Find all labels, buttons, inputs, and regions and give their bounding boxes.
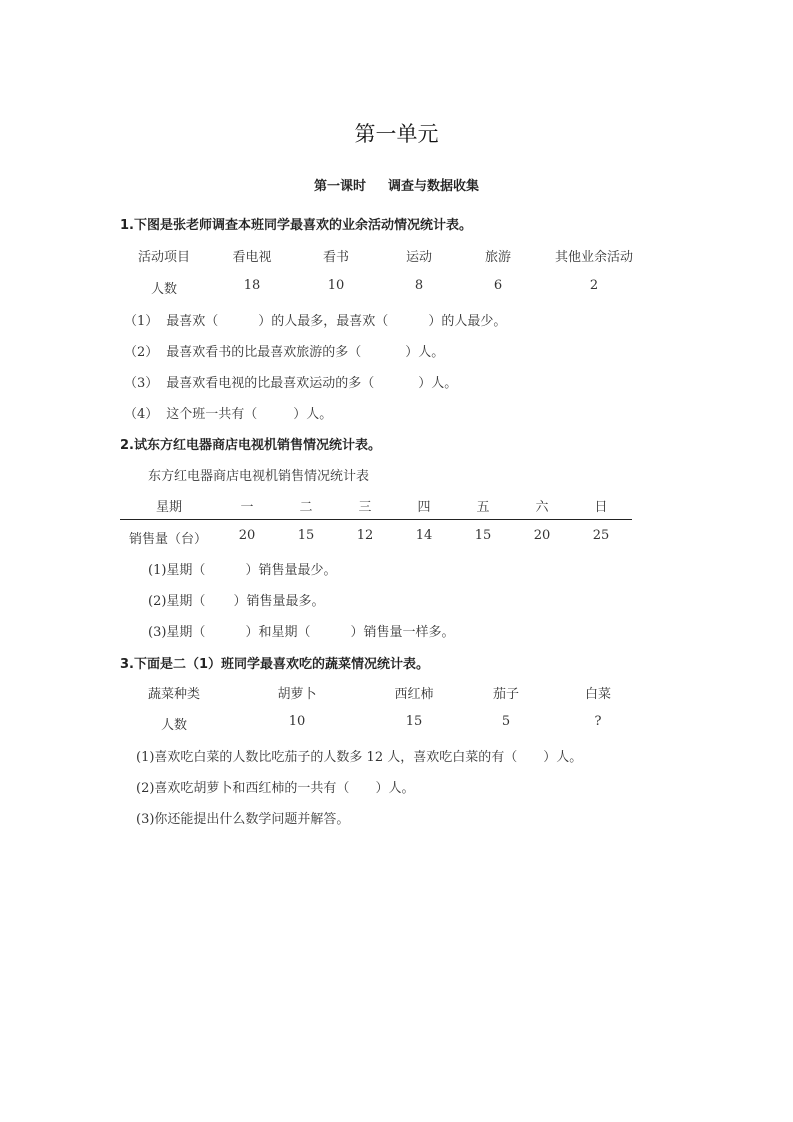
item-number: (1) <box>148 563 167 578</box>
q1-row-cell: 18 <box>243 278 261 293</box>
item-text: 你还能提出什么数学问题并解答。 <box>154 812 350 827</box>
q2-item-2 <box>148 590 324 609</box>
q1-row-cell: 10 <box>327 278 345 293</box>
q1-header-cell: 活动项目 <box>137 250 191 265</box>
q3-item-2 <box>136 777 414 796</box>
q3-heading: 3.下面是二（1）班同学最喜欢吃的蔬菜情况统计表。 <box>120 657 430 672</box>
q2-header-cell: 五 <box>476 500 490 515</box>
q1-row-cell: 8 <box>414 278 424 293</box>
q2-header-cell: 三 <box>358 500 372 515</box>
q2-header-cell: 星期 <box>155 500 183 515</box>
lesson-topic: 调查与数据收集 <box>388 179 480 194</box>
q1-row-cell: 6 <box>493 278 503 293</box>
q1-heading: 1.下图是张老师调查本班同学最喜欢的业余活动情况统计表。 <box>120 218 472 233</box>
item-text: 这个班一共有（ <box>166 407 258 422</box>
item-text: 最喜欢看电视的比最喜欢运动的多（ <box>166 376 375 391</box>
item-text: 喜欢吃白菜的人数比吃茄子的人数多 12 人，喜欢吃白菜的有（ <box>154 750 518 765</box>
item-text: ）的人最多，最喜欢（ <box>258 314 389 329</box>
q1-header-cell: 看书 <box>322 250 350 265</box>
q1-header-cell: 运动 <box>405 250 433 265</box>
q2-row-cell: 25 <box>592 528 610 543</box>
q2-row-cell: 20 <box>238 528 256 543</box>
q1-header-cell: 其他业余活动 <box>554 250 634 265</box>
q3-header-cell: 蔬菜种类 <box>147 687 201 702</box>
q1-header-cell: 旅游 <box>484 250 512 265</box>
q2-row-cell: 15 <box>297 528 315 543</box>
item-number: （4） <box>124 407 159 422</box>
page-title: 第一单元 <box>354 122 439 146</box>
q2-row-cell: 15 <box>474 528 492 543</box>
q2-header-cell: 四 <box>417 500 431 515</box>
q2-row-cell: 20 <box>533 528 551 543</box>
item-text: ）和星期（ <box>245 625 311 640</box>
item-number: （2） <box>124 345 159 360</box>
q1-row-cell: 2 <box>589 278 599 293</box>
q2-row-cell: 14 <box>415 528 433 543</box>
q2-table-caption: 东方红电器商店电视机销售情况统计表 <box>148 469 370 484</box>
q3-item-1 <box>136 746 582 765</box>
item-text: 星期（ <box>166 563 206 578</box>
q3-row-cell: 5 <box>501 714 511 729</box>
q3-row-cell: ? <box>594 714 602 729</box>
item-text: ）销售量最少。 <box>245 563 337 578</box>
item-text: ）人。 <box>543 750 583 765</box>
q1-header-cell: 看电视 <box>232 250 272 265</box>
item-number: (2) <box>136 781 155 796</box>
q2-row-cell: 销售量（台） <box>128 532 208 547</box>
q3-header-cell: 茄子 <box>492 687 520 702</box>
item-number: （1） <box>124 314 159 329</box>
q3-header-cell: 西红柿 <box>394 687 434 702</box>
item-text: 最喜欢看书的比最喜欢旅游的多（ <box>166 345 362 360</box>
q2-row-cell: 12 <box>356 528 374 543</box>
lesson-subtitle <box>0 175 793 194</box>
item-text: ）的人最少。 <box>428 314 507 329</box>
item-text: ）人。 <box>405 345 445 360</box>
q2-item-1 <box>148 559 336 578</box>
q3-row-cell: 人数 <box>160 718 188 733</box>
item-text: ）人。 <box>293 407 333 422</box>
item-number: (2) <box>148 594 167 609</box>
item-text: 星期（ <box>166 594 206 609</box>
q3-row-cell: 10 <box>288 714 306 729</box>
q1-item-2 <box>124 341 444 360</box>
q1-item-1 <box>124 310 506 329</box>
table-divider <box>120 519 632 520</box>
q2-item-3 <box>148 621 454 640</box>
q3-item-3 <box>136 808 349 827</box>
q1-item-4 <box>124 403 332 422</box>
q2-header-cell: 六 <box>535 500 549 515</box>
q2-header-cell: 二 <box>299 500 313 515</box>
item-text: 喜欢吃胡萝卜和西红柿的一共有（ <box>154 781 350 796</box>
item-text: ）销售量最多。 <box>233 594 325 609</box>
item-number: (1) <box>136 750 155 765</box>
item-text: 最喜欢（ <box>166 314 219 329</box>
item-number: （3） <box>124 376 159 391</box>
q1-item-3 <box>124 372 457 391</box>
q3-header-cell: 白菜 <box>584 687 612 702</box>
item-text: ）销售量一样多。 <box>350 625 455 640</box>
q2-header-cell: 日 <box>594 500 608 515</box>
item-text: ）人。 <box>375 781 415 796</box>
q3-row-cell: 15 <box>405 714 423 729</box>
q3-header-cell: 胡萝卜 <box>277 687 317 702</box>
item-text: ）人。 <box>418 376 458 391</box>
item-text: 星期（ <box>166 625 206 640</box>
q2-heading: 2.试东方红电器商店电视机销售情况统计表。 <box>120 438 381 453</box>
item-number: (3) <box>136 812 155 827</box>
q1-row-cell: 人数 <box>150 282 178 297</box>
lesson-number: 第一课时 <box>313 179 366 194</box>
q2-header-cell: 一 <box>240 500 254 515</box>
item-number: (3) <box>148 625 167 640</box>
